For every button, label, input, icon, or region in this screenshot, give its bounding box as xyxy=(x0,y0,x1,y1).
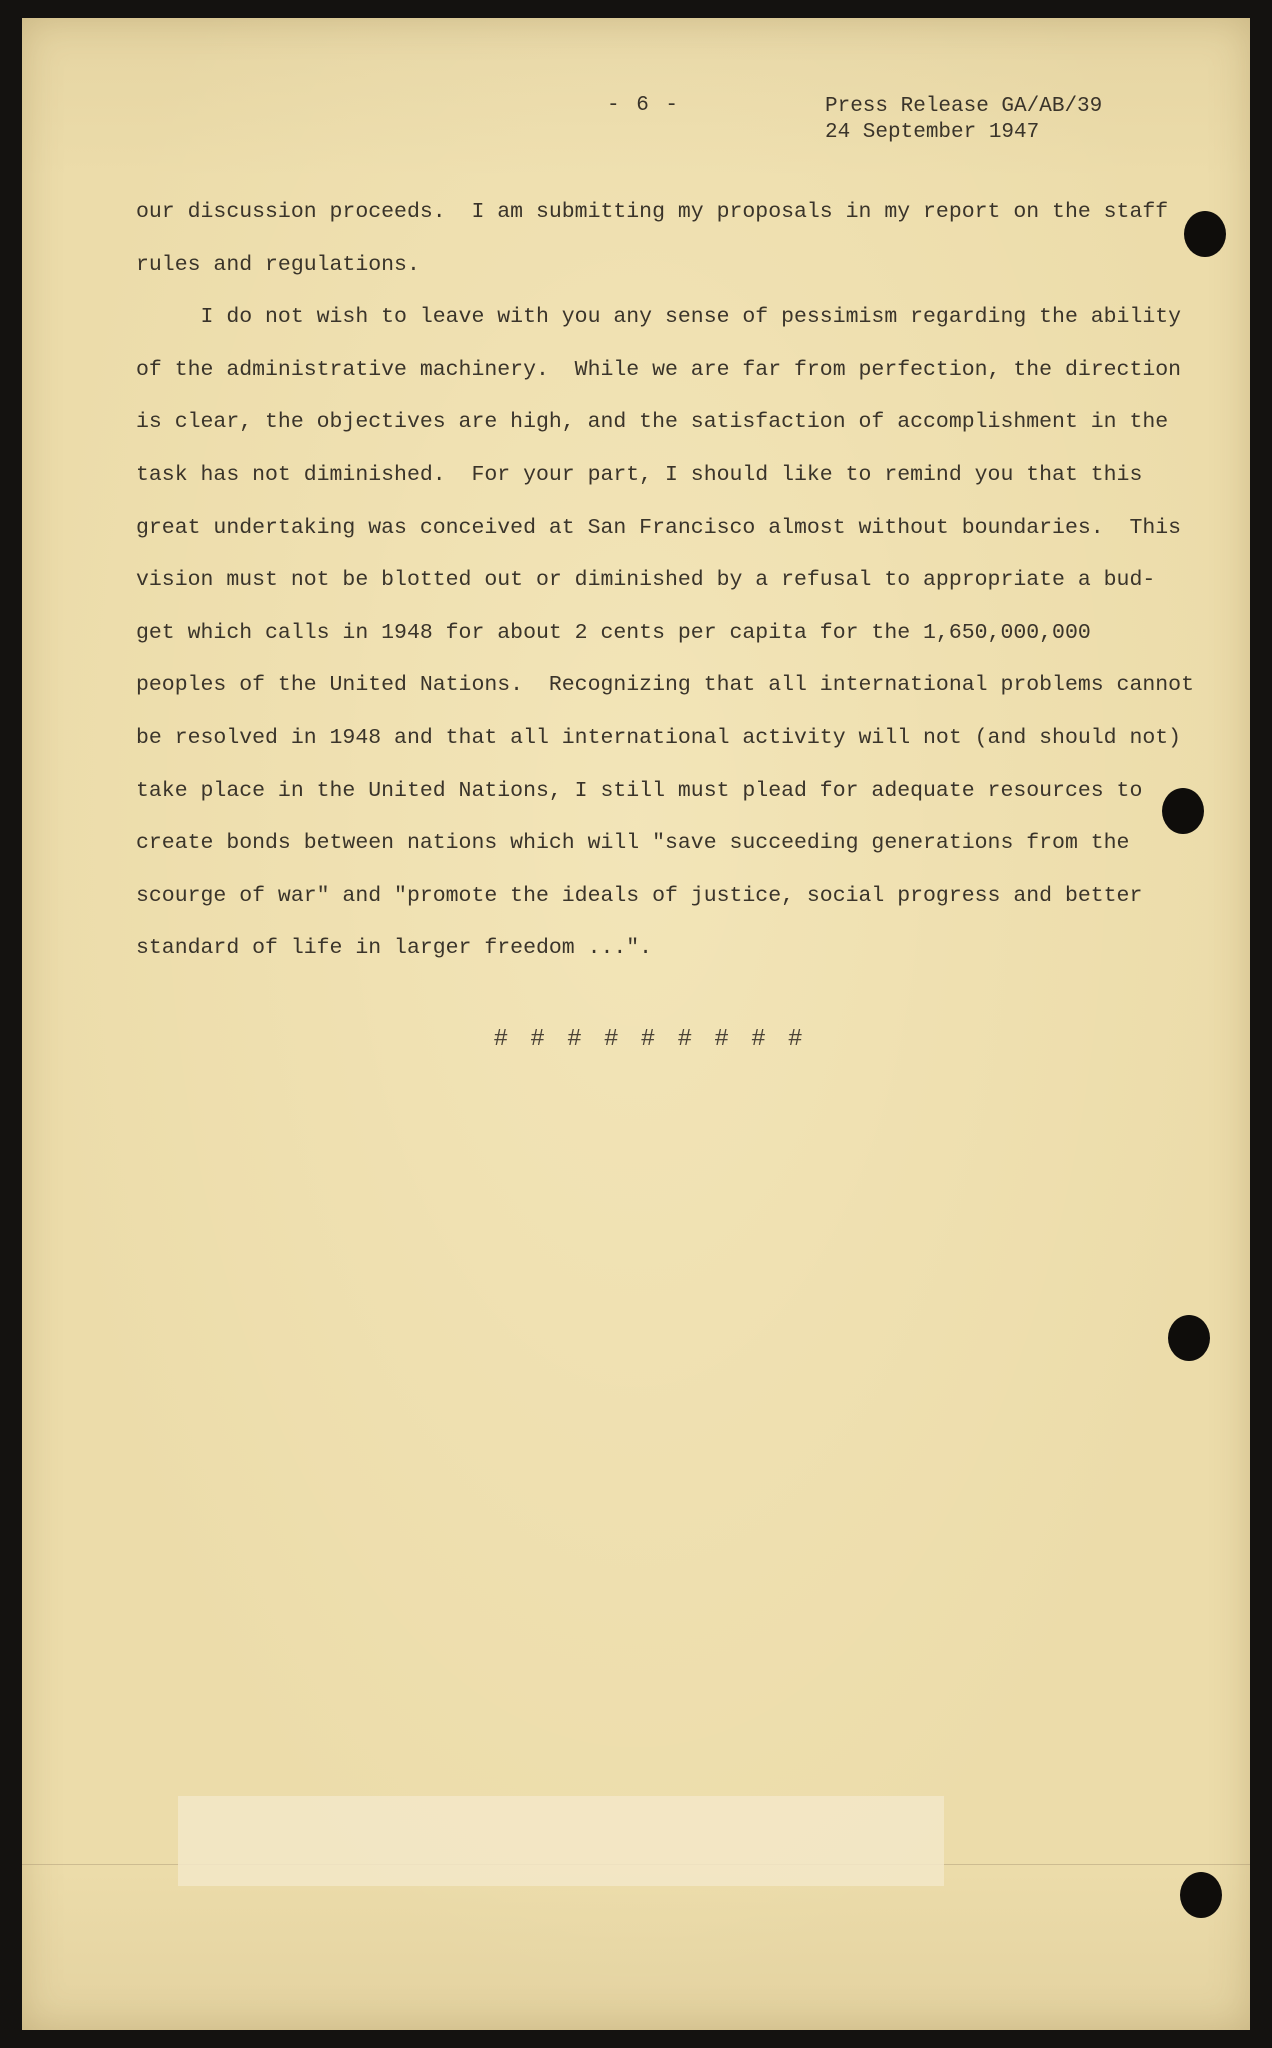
text-line: get which calls in 1948 for about 2 cents per capita for the 1,650,000,000 xyxy=(136,620,1091,645)
end-of-release-mark: # # # # # # # # # xyxy=(493,1026,807,1053)
release-info xyxy=(825,94,1102,146)
punch-hole xyxy=(1162,788,1204,834)
body-text xyxy=(136,186,1216,975)
paragraph-2 xyxy=(136,291,1216,975)
punch-hole xyxy=(1180,1872,1222,1918)
text-line: be resolved in 1948 and that all international activity will not (and should not) xyxy=(136,725,1182,750)
text-line: vision must not be blotted out or diminished by a refusal to appropriate a bud- xyxy=(136,568,1156,593)
text-line: scourge of war" and "promote the ideals of justice, social progress and better xyxy=(136,883,1143,908)
release-id: Press Release GA/AB/39 xyxy=(825,95,1103,118)
text-line: our discussion proceeds. I am submitting my proposals in my report on the staff xyxy=(136,200,1169,224)
page-number: - 6 - xyxy=(607,94,681,117)
text-line: task has not diminished. For your part, I should like to remind you that this xyxy=(136,462,1143,487)
punch-hole xyxy=(1168,1315,1210,1361)
text-line: create bonds between nations which will "save succeeding generations from the xyxy=(136,831,1130,856)
text-line: of the administrative machinery. While we are far from perfection, the direction xyxy=(136,357,1182,382)
text-line: great undertaking was conceived at San Francisco almost without boundaries. This xyxy=(136,515,1182,540)
paragraph-1 xyxy=(136,186,1216,291)
document-page xyxy=(22,18,1250,2030)
text-line: is clear, the objectives are high, and the satisfaction of accomplishment in the xyxy=(136,410,1169,435)
text-line: peoples of the United Nations. Recognizing that all international problems cannot xyxy=(136,673,1194,698)
punch-hole xyxy=(1184,211,1226,257)
page-header xyxy=(22,88,1250,148)
text-line: rules and regulations. xyxy=(136,252,420,277)
text-line: I do not wish to leave with you any sense of pessimism regarding the ability xyxy=(136,305,1182,330)
text-line: standard of life in larger freedom ...". xyxy=(136,936,653,961)
text-line: take place in the United Nations, I still must plead for adequate resources to xyxy=(136,778,1143,803)
release-date: 24 September 1947 xyxy=(825,121,1040,144)
blank-label-strip xyxy=(178,1796,944,1886)
